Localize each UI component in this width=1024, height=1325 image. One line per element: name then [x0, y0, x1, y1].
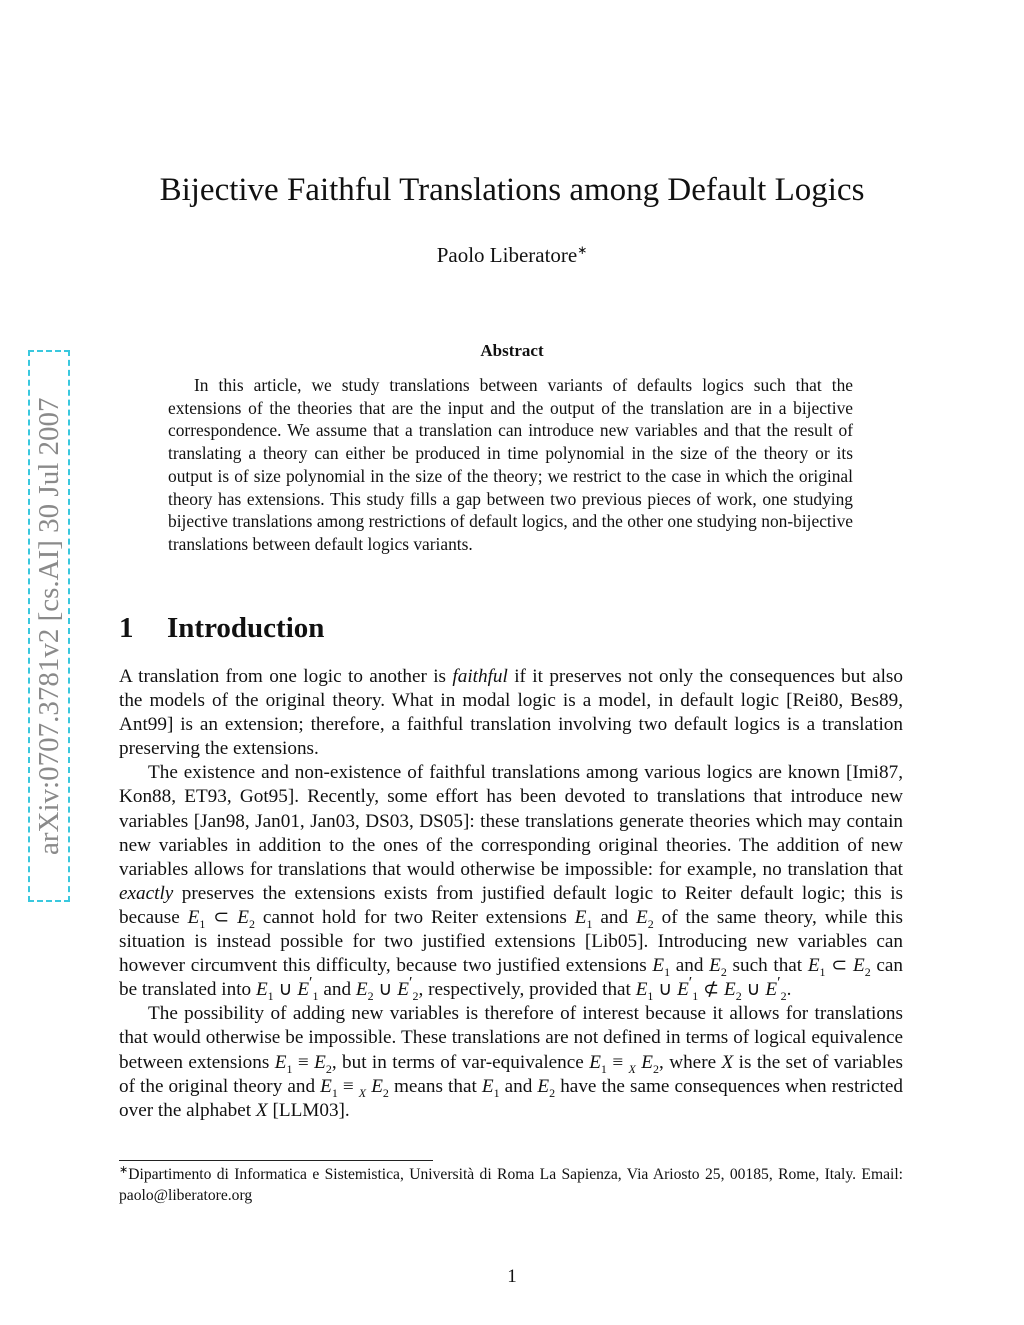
section-title: Introduction: [167, 612, 325, 644]
paragraph-1: A translation from one logic to another is faithful if it preserves not only the consequences but also the models of the original theory. What in modal logic is a model, in default logic [Rei80, Bes89, Ant99] is an extension; therefore, a faithful translation involving two default logics is a translation preserving the extensions.: [119, 666, 903, 760]
footnote-rule: [119, 1160, 433, 1161]
abstract-text: In this article, we study translations between variants of defaults logics such that the extensions of the theories that are the input and the output of the translation are in a bijective correspondence. We assume that a translation can introduce new variables and that the result of translating a theory can either be produced in time polynomial in the size of the theory or its output is of size polynomial in the size of the theory; we restrict to the case in which the original theory has extensions. This study fills a gap between two previous pieces of work, one studying bijective translations among restrictions of default logics, and the other one studying non-bijective translations between default logics variants.: [168, 375, 853, 554]
section-heading: [119, 612, 324, 645]
author-line: [0, 243, 1024, 268]
body-text: [119, 665, 903, 1123]
footnote-mark: ∗: [119, 1163, 129, 1176]
footnote: [119, 1164, 903, 1206]
author-name: Paolo Liberatore: [436, 243, 578, 267]
author-footnote-mark: ∗: [577, 243, 588, 257]
section-number: 1: [119, 612, 134, 644]
page-number: 1: [507, 1266, 517, 1287]
paper-title: Bijective Faithful Translations among Default Logics: [159, 172, 865, 208]
arxiv-stamp: arXiv:0707.3781v2 [cs.AI] 30 Jul 2007: [28, 350, 70, 902]
paragraph-3: The possibility of adding new variables is therefore of interest because it allows for translations that would otherwise be impossible. These translations are not defined in terms of logical equivalence between extensions $E_1 \equiv E_2$, but in terms of var-equivalence $E_1 \equiv _X$ $E_2$, where X is the set of variables of the original theory and $E_1 \equiv _X$ $E_2$ means that $E_1$ and $E_2$ have the same consequences when restricted over the alphabet X [LLM03].: [119, 1003, 904, 1121]
footnote-text: Dipartimento di Informatica e Sistemistica, Università di Roma La Sapienza, Via Ariosto 25, 00185, Rome, Italy. Email: paolo@liberatore.org: [119, 1166, 903, 1204]
abstract-heading: Abstract: [480, 341, 544, 360]
paragraph-2: The existence and non-existence of faithful translations among various logics are known [Imi87, Kon88, ET93, Got95]. Recently, some effort has been devoted to translations that introduce new variables [Jan98, Jan01, Jan03, DS03, DS05]: these translations generate theories which may contain new variables in addition to the ones of the corresponding original theories. The addition of new variables allows for translations that would otherwise be impossible: for example, no translation that exactly preserves the extensions exists from justified default logic to Reiter default logic; this is because $E_1$ ⊂ $E_2$ cannot hold for two Reiter extensions $E_1$ and $E_2$ of the same theory, while this situation is instead possible for two justified extensions [Lib05]. Introducing new variables can however circumvent this difficulty, because two justified extensions $E_1$ and $E_2$ such that $E_1$ ⊂ $E_2$ can be translated into $E_1$ ∪ $E'_1$ and $E_2$ ∪ $E'_2$, respectively, provided that $E_1$ ∪ $E'_1$ ⊄ $E_2$ ∪ $E'_2$.: [119, 762, 903, 1004]
